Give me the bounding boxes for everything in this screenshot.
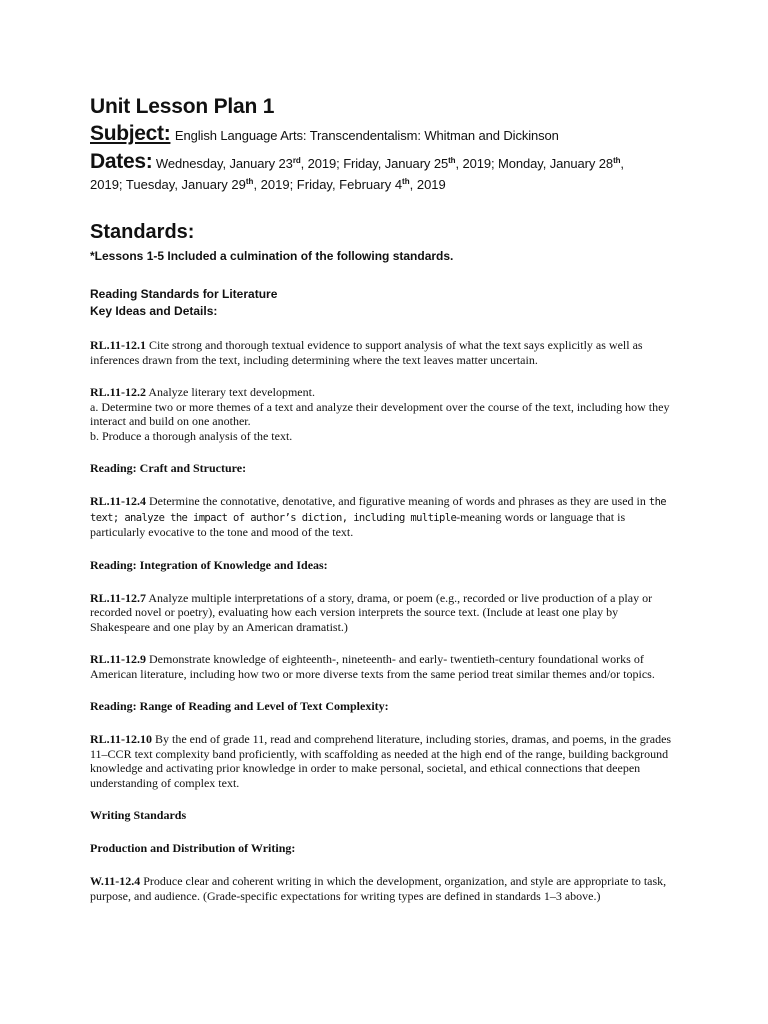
reading-standards-heading: Reading Standards for Literature — [90, 287, 278, 301]
page-title: Unit Lesson Plan 1 — [90, 95, 275, 118]
standard-code: RL.11-12.2 — [90, 385, 147, 399]
dates-label: Dates: — [90, 150, 153, 173]
subject-value: English Language Arts: Transcendentalism: Whitman and Dickinson — [174, 128, 559, 143]
range-complexity-heading: Reading: Range of Reading and Level of Text Complexity: — [90, 699, 389, 713]
standard-code: RL.11-12.4 — [90, 494, 147, 508]
craft-structure-heading: Reading: Craft and Structure: — [90, 461, 247, 475]
standard-code: W.11-12.4 — [90, 874, 141, 888]
standard-rl-11-12-1 — [90, 338, 680, 367]
standard-text: Demonstrate knowledge of eighteenth-, nineteenth- and early- twentieth-century foundational works of American literature, including how two or more diverse texts from the same period treat similar themes and/or topics. — [90, 652, 655, 681]
standard-rl-11-12-7 — [90, 591, 680, 635]
subject-line — [90, 120, 680, 150]
integration-heading: Reading: Integration of Knowledge and Ideas: — [90, 557, 328, 572]
writing-standards-heading: Writing Standards — [90, 808, 187, 822]
standard-rl-11-12-9 — [90, 652, 680, 681]
dates-value-line1: Wednesday, January 23rd, 2019; Friday, January 25th, 2019; Monday, January 28th, — [152, 156, 624, 171]
standard-rl-11-12-10 — [90, 732, 680, 790]
standard-rl-11-12-4: RL.11-12.4 Determine the connotative, denotative, and figurative meaning of words and phrases as they are used in the text; analyze the impact of author’s diction, including multiple-meaning words or language that is particularly evocative to the tone and mood of the text. — [90, 494, 667, 539]
standard-text: Analyze multiple interpretations of a story, drama, or poem (e.g., recorded or live production of a play or recorded novel or poetry), evaluating how each version interprets the source text. (Include at least one play by Shakespeare and one play by an American dramatist.) — [90, 590, 653, 634]
dates-line — [90, 150, 680, 176]
document-page — [90, 94, 680, 903]
dates-value-line2: 2019; Tuesday, January 29th, 2019; Friday, February 4th, 2019 — [90, 177, 446, 192]
standard-code: RL.11-12.1 — [90, 338, 147, 352]
lessons-note: *Lessons 1-5 Included a culmination of the following standards. — [90, 249, 454, 263]
standard-w-11-12-4 — [90, 874, 680, 903]
standard-text: By the end of grade 11, read and comprehend literature, including stories, dramas, and poems, in the grades 11–CCR text complexity band proficiently, with scaffolding as needed at the high end of the range, building background knowledge and activating prior knowledge in order to make personal, societal, and ethical connections that deepen understanding of complex text. — [90, 732, 672, 790]
production-heading: Production and Distribution of Writing: — [90, 841, 296, 855]
standard-rl-11-12-2 — [90, 385, 680, 443]
key-ideas-heading: Key Ideas and Details: — [90, 304, 218, 318]
standards-heading: Standards: — [90, 221, 195, 243]
standard-code: RL.11-12.9 — [90, 652, 147, 666]
standard-text: Produce clear and coherent writing in which the development, organization, and style are appropriate to task, purpose, and audience. (Grade-specific expectations for writing types are defined in standards 1–3 above.) — [90, 874, 667, 903]
standard-text: Analyze literary text development. — [146, 385, 315, 399]
standard-item-b: b. Produce a thorough analysis of the text. — [90, 428, 293, 443]
subject-label: Subject: — [90, 122, 171, 145]
standard-item-a: a. Determine two or more themes of a text and analyze their development over the course of the text, including how they interact and build on one another. — [90, 399, 670, 428]
standard-code: RL.11-12.10 — [90, 732, 153, 746]
standard-code: RL.11-12.7 — [90, 590, 147, 605]
standard-text: Cite strong and thorough textual evidence to support analysis of what the text says explicitly as well as inferences drawn from the text, including determining where the text leaves matter uncertain. — [90, 338, 643, 367]
